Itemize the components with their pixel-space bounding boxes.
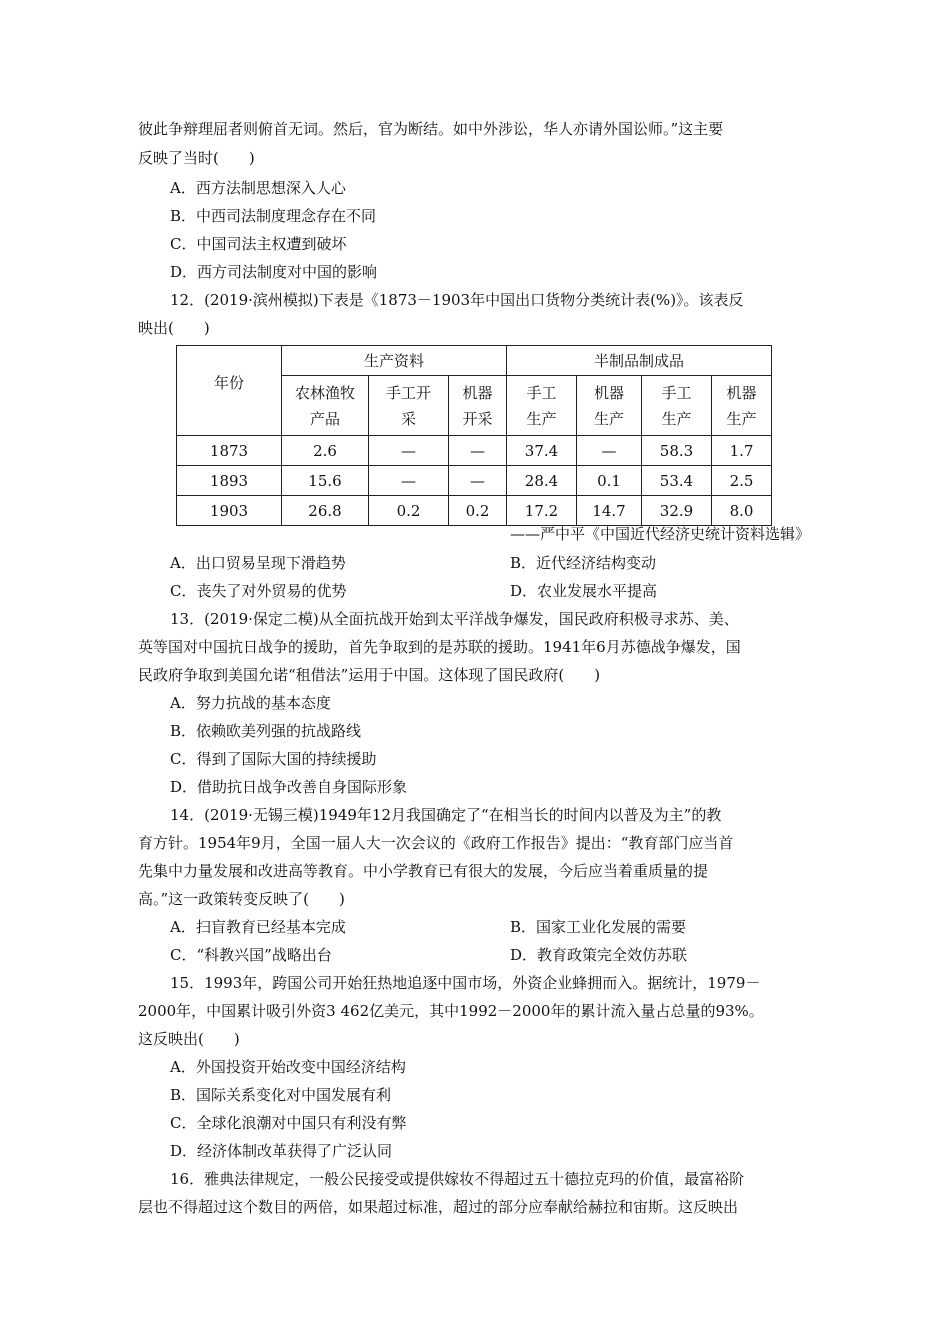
q14-text-line-3: 先集中力量发展和改进高等教育。中小学教育已有很大的发展，今后应当着重质量的提 xyxy=(138,862,709,880)
table-cell: 17.2 xyxy=(507,496,577,526)
table-cell: 53.4 xyxy=(642,466,712,496)
q16-text-line-1: 16．雅典法律规定，一般公民接受或提供嫁妆不得超过五十德拉克玛的价值，最富裕阶 xyxy=(170,1170,745,1188)
q13-option-c: C．得到了国际大国的持续援助 xyxy=(170,750,377,768)
table-cell: 1903 xyxy=(177,496,282,526)
q12-text-line-1: 12．(2019·滨州模拟)下表是《1873－1903年中国出口货物分类统计表(%)》。该表反 xyxy=(170,291,744,309)
table-cell: — xyxy=(369,466,449,496)
q12-option-a: A．出口贸易呈现下滑趋势 xyxy=(170,554,346,572)
table-row xyxy=(177,436,772,466)
q14-option-b: B．国家工业化发展的需要 xyxy=(510,918,687,936)
sub-header-manual-production-1: 手工 生产 xyxy=(507,376,577,436)
group-header-means-of-production: 生产资料 xyxy=(282,346,507,376)
q14-text-line-1: 14．(2019·无锡三模)1949年12月我国确定了“在相当长的时间内以普及为主”的教 xyxy=(170,806,722,824)
q11-text-line-1: 彼此争辩理屈者则俯首无词。然后，官为断结。如中外涉讼，华人亦请外国讼师。”这主要 xyxy=(138,120,724,138)
table-cell: 26.8 xyxy=(282,496,369,526)
q16-text-line-2: 层也不得超过这个数目的两倍，如果超过标准，超过的部分应奉献给赫拉和宙斯。这反映出 xyxy=(138,1198,739,1216)
q11-text-line-2: 反映了当时( ) xyxy=(138,149,255,167)
table-source: ——严中平《中国近代经济史统计资料选辑》 xyxy=(509,525,810,543)
q15-text-line-2: 2000年，中国累计吸引外资3 462亿美元，其中1992－2000年的累计流入量占总量的93%。 xyxy=(138,1002,764,1020)
table-cell: 58.3 xyxy=(642,436,712,466)
year-header: 年份 xyxy=(177,346,282,436)
q14-option-d: D．教育政策完全效仿苏联 xyxy=(510,946,688,964)
table-cell: 28.4 xyxy=(507,466,577,496)
q14-option-a: A．扫盲教育已经基本完成 xyxy=(170,918,346,936)
table-cell: — xyxy=(449,466,507,496)
table-cell: — xyxy=(449,436,507,466)
q12-option-c: C．丧失了对外贸易的优势 xyxy=(170,582,347,600)
q13-option-d: D．借助抗日战争改善自身国际形象 xyxy=(170,778,408,796)
table-cell: 32.9 xyxy=(642,496,712,526)
sub-header-manual-mining: 手工开 采 xyxy=(369,376,449,436)
table-cell: 15.6 xyxy=(282,466,369,496)
q12-option-d: D．农业发展水平提高 xyxy=(510,582,658,600)
sub-header-machine-production-1: 机器 生产 xyxy=(577,376,642,436)
q11-option-d: D．西方司法制度对中国的影响 xyxy=(170,263,378,281)
group-header-semi-finished-goods: 半制品制成品 xyxy=(507,346,772,376)
q13-option-a: A．努力抗战的基本态度 xyxy=(170,694,331,712)
table-cell: 8.0 xyxy=(712,496,772,526)
table-cell: 14.7 xyxy=(577,496,642,526)
sub-header-agriculture: 农林渔牧 产品 xyxy=(282,376,369,436)
q13-option-b: B．依赖欧美列强的抗战路线 xyxy=(170,722,362,740)
q12-text-line-2: 映出( ) xyxy=(138,319,210,337)
q15-option-a: A．外国投资开始改变中国经济结构 xyxy=(170,1058,406,1076)
q15-text-line-1: 15．1993年，跨国公司开始狂热地追逐中国市场，外资企业蜂拥而入。据统计，1979－ xyxy=(170,974,761,992)
table-cell: 1.7 xyxy=(712,436,772,466)
table-cell: 0.2 xyxy=(449,496,507,526)
q13-text-line-3: 民政府争取到美国允诺“租借法”运用于中国。这体现了国民政府( ) xyxy=(138,666,601,684)
table-cell: 37.4 xyxy=(507,436,577,466)
table-cell: 2.5 xyxy=(712,466,772,496)
sub-header-machine-production-2: 机器 生产 xyxy=(712,376,772,436)
q15-text-line-3: 这反映出( ) xyxy=(138,1030,240,1048)
table-row xyxy=(177,466,772,496)
table-cell: 2.6 xyxy=(282,436,369,466)
sub-header-manual-production-2: 手工 生产 xyxy=(642,376,712,436)
table-cell: 0.1 xyxy=(577,466,642,496)
table-cell: — xyxy=(369,436,449,466)
q11-option-a: A．西方法制思想深入人心 xyxy=(170,179,346,197)
q13-text-line-1: 13．(2019·保定二模)从全面抗战开始到太平洋战争爆发，国民政府积极寻求苏、美、 xyxy=(170,610,739,628)
q12-option-b: B．近代经济结构变动 xyxy=(510,554,657,572)
table-cell: 1873 xyxy=(177,436,282,466)
table-cell: 0.2 xyxy=(369,496,449,526)
q11-option-b: B．中西司法制度理念存在不同 xyxy=(170,207,377,225)
table-cell: — xyxy=(577,436,642,466)
sub-header-machine-mining: 机器 开采 xyxy=(449,376,507,436)
q14-text-line-2: 育方针。1954年9月，全国一届人大一次会议的《政府工作报告》提出：“教育部门应当首 xyxy=(138,834,734,852)
q14-option-c: C．“科教兴国”战略出台 xyxy=(170,946,332,964)
table-cell: 1893 xyxy=(177,466,282,496)
q15-option-d: D．经济体制改革获得了广泛认同 xyxy=(170,1142,393,1160)
q11-option-c: C．中国司法主权遭到破坏 xyxy=(170,235,347,253)
table-row xyxy=(177,496,772,526)
q14-text-line-4: 高。”这一政策转变反映了( ) xyxy=(138,890,345,908)
export-statistics-table xyxy=(176,345,772,526)
q15-option-c: C．全球化浪潮对中国只有利没有弊 xyxy=(170,1114,407,1132)
q13-text-line-2: 英等国对中国抗日战争的援助，首先争取到的是苏联的援助。1941年6月苏德战争爆发，国 xyxy=(138,638,741,656)
q15-option-b: B．国际关系变化对中国发展有利 xyxy=(170,1086,392,1104)
